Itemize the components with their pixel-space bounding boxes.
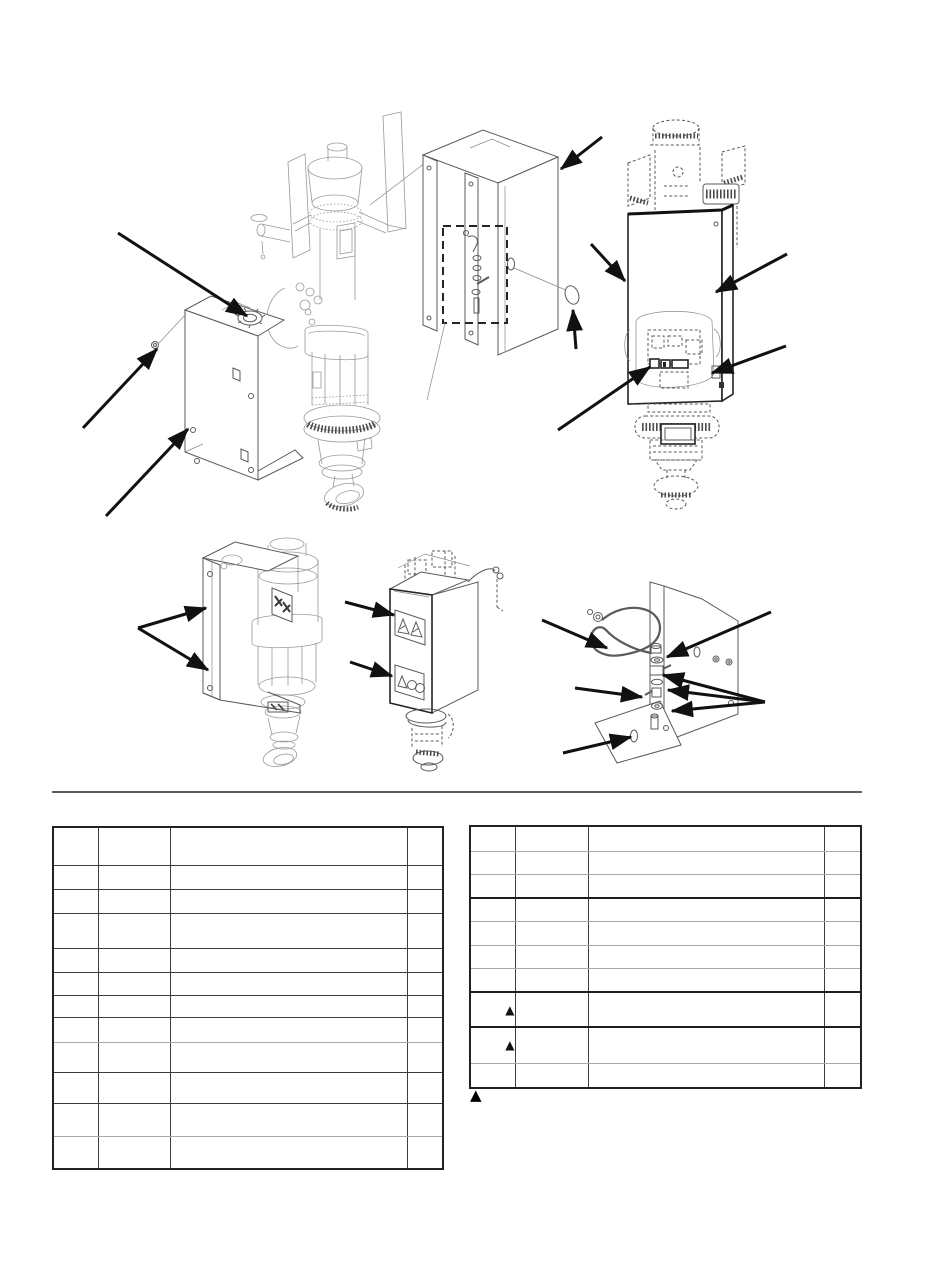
ground-wire — [588, 608, 661, 656]
table-row — [53, 1072, 443, 1103]
table-row — [53, 1103, 443, 1136]
table-row — [470, 851, 861, 874]
diagram-assembled-pump-with-cover — [625, 120, 745, 509]
table-row — [53, 972, 443, 995]
table-row — [53, 865, 443, 889]
table-row — [470, 968, 861, 992]
table-row — [53, 1042, 443, 1072]
table-row — [470, 1063, 861, 1088]
oval-plug — [563, 284, 582, 306]
table-row — [470, 874, 861, 898]
table-row — [470, 921, 861, 945]
safety-marker-cell: ▲ — [470, 992, 515, 1027]
table-row — [470, 1027, 861, 1063]
safety-marker-cell: ▲ — [470, 1027, 515, 1063]
parts-table-right — [469, 825, 862, 1089]
parts-table-left — [52, 826, 444, 1170]
diagram-pump-with-side-cover-panel — [152, 296, 304, 480]
table-row — [53, 995, 443, 1017]
section-divider — [52, 791, 862, 793]
diagram-enclosure-with-labels — [390, 551, 503, 771]
table-row — [53, 913, 443, 948]
table-row — [470, 992, 861, 1027]
table-row — [53, 948, 443, 972]
table-row — [470, 945, 861, 968]
table-row — [53, 1136, 443, 1169]
diagram-channel-cover — [423, 130, 581, 400]
frame-label — [272, 588, 292, 622]
diagram-bracket-with-hose — [588, 582, 739, 763]
table-row — [53, 827, 443, 865]
screw — [152, 314, 187, 349]
diagram-pump-in-mounting-frame — [203, 538, 322, 769]
cover-latch — [650, 359, 688, 368]
safety-footnote-marker: ▲ — [470, 1086, 482, 1104]
diagram-pump-assembly — [251, 112, 425, 511]
table-row — [53, 889, 443, 913]
table-row — [470, 826, 861, 851]
table-row — [470, 898, 861, 921]
table-row — [53, 1017, 443, 1042]
